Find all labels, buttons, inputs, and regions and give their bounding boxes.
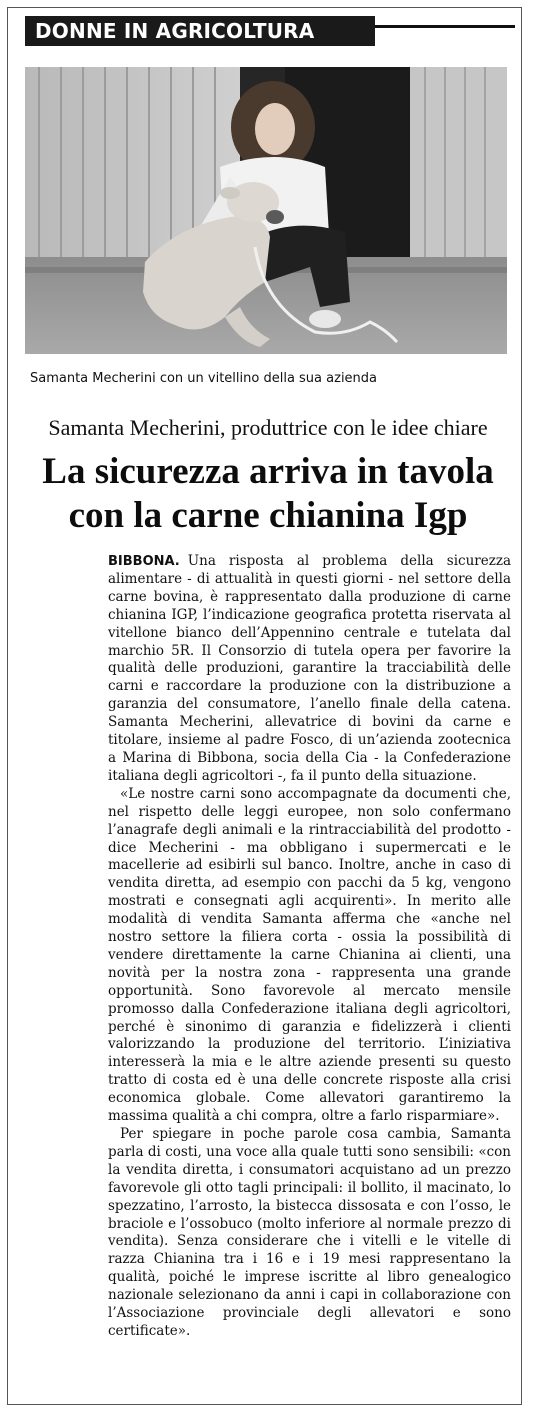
article-body [108,553,511,1341]
photo-caption: Samanta Mecherini con un vitellino della sua azienda [30,371,378,386]
paragraph-1 [108,553,511,786]
article-subtitle: Samanta Mecherini, produttrice con le idee chiare [48,415,488,440]
dateline: BIBBONA. [108,554,180,569]
article-photo [25,67,507,354]
paragraph-1-text: Una risposta al problema della sicurezza alimentare - di attualità in questi giorni - nel settore della carne bovina, è rappresentato dalla produzione di carne chianina IGP, l’indicazione geografica protetta riservata al vitellone bianco dell’Appennino centrale e tutelata dal marchio 5R. Il Consorzio di tutela opera per favorire la qualità delle produzioni, garantire la tracciabilità delle carni e raccordare la produzione con la distribuzione a garanzia del consumatore, l’anello finale della catena. Samanta Mecherini, allevatrice di bovini da carne e titolare, insieme al padre Fosco, di un’azienda zootecnica a Marina di Bibbona, socia della Cia - la Confederazione italiana degli agricoltori -, fa il punto della situazione. [108,553,511,784]
paragraph-2: «Le nostre carni sono accompagnate da documenti che, nel rispetto delle leggi europee, non solo confermano l’anagrafe degli animali e la rintracciabilità del prodotto - dice Mecherini - ma obbligano i supermercati e le macellerie ad esibirli sul banco. Inoltre, anche in caso di vendita diretta, ad esempio con pacchi da 5 kg, vengono mostrati e consegnati agli acquirenti». In merito alle modalità di vendita Samanta afferma che «anche nel nostro settore la filiera corta - ossia la possibilità di vendere direttamente la carne Chianina ai clienti, una novità per la nostra zona - rappresenta una grande opportunità. Sono favorevole al mercato mensile promosso dalla Confederazione italiana degli agricoltori, perché è sinonimo di garanzia e fidelizzerà i clienti valorizzando la produzione del territorio. L’iniziativa interesserà la mia e le altre aziende presenti su questo tratto di costa ed è una delle concrete risposte alla crisi economica globale. Come allevatori garantiremo la massima qualità a chi compra, oltre a farlo risparmiare». [108,785,511,1125]
paragraph-3: Per spiegare in poche parole cosa cambia, Samanta parla di costi, una voce alla quale tutti sono sensibili: «con la vendita diretta, i consumatori acquistano ad un prezzo favorevole gli otto tagli principali: il bollito, il macinato, lo spezzatino, l’arrosto, la bistecca dissosata e con l’osso, le braciole e l’ossobuco (molto inferiore al normale prezzo di vendita). Senza considerare che i vitelli e le vitelle di razza Chianina tra i 16 e i 19 mesi rappresentano la qualità, poiché le imprese iscritte al libro genealogico nazionale selezionano da anni i capi in collaborazione con l’Associazione provinciale degli allevatori e sono certificate». [108,1126,511,1339]
headline-line-1: La sicurezza arriva in tavola [42,451,494,492]
section-kicker: DONNE IN AGRICOLTURA [25,16,375,46]
article-headline [12,450,524,538]
headline-line-2: con la carne chianina Igp [68,495,468,536]
